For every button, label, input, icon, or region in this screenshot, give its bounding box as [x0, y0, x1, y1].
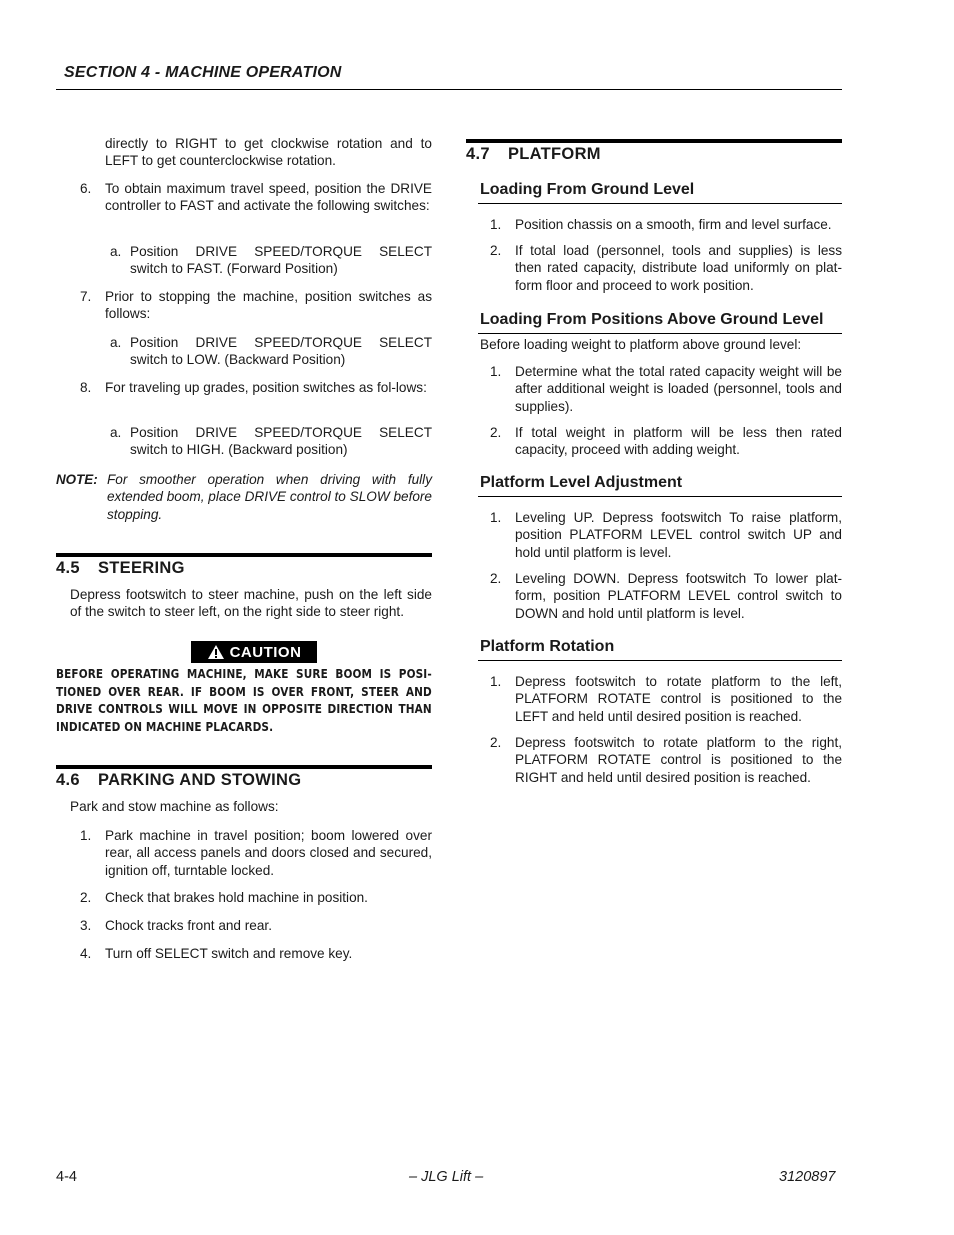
section-title: PARKING AND STOWING	[98, 771, 302, 789]
list-number: 1.	[490, 217, 502, 232]
section-heading-platform	[466, 145, 601, 164]
footer-doc-number: 3120897	[779, 1169, 836, 1185]
section-heading-parking	[56, 771, 301, 790]
subheading-ground-level: Loading From Ground Level	[480, 181, 695, 198]
list-number: 1.	[490, 364, 502, 379]
list-number: 2.	[490, 425, 502, 440]
list-item-8	[80, 379, 432, 396]
list-item	[490, 216, 842, 233]
list-number: 2.	[490, 735, 502, 750]
note-label: NOTE:	[56, 472, 98, 487]
list-text: Position DRIVE SPEED/TORQUE SELECT switch to FAST. (Forward Position)	[130, 244, 432, 277]
list-item	[490, 509, 842, 561]
footer-brand: – JLG Lift –	[409, 1169, 484, 1185]
list-text: Position DRIVE SPEED/TORQUE SELECT switch to HIGH. (Backward position)	[130, 425, 432, 458]
continued-paragraph: directly to RIGHT to get clockwise rotation and to LEFT to get counterclockwise rotation.	[105, 136, 432, 169]
section-number: 4.6	[56, 771, 80, 789]
subheading-rule	[478, 496, 842, 497]
list-item	[490, 673, 842, 725]
list-number: 2.	[490, 243, 502, 258]
subheading-rotation: Platform Rotation	[480, 638, 615, 655]
list-text: For traveling up grades, position switches as fol-lows:	[105, 380, 427, 395]
list-text: Determine what the total rated capacity weight will be after additional weight is loaded (personnel, tools and supplies).	[515, 364, 842, 414]
subheading-level-adjustment: Platform Level Adjustment	[480, 474, 683, 491]
section-number: 4.5	[56, 559, 80, 577]
list-number: 6.	[80, 181, 92, 196]
list-text: Depress footswitch to rotate platform to the left, PLATFORM ROTATE control is positioned to the LEFT and held until desired position is reached.	[515, 674, 842, 724]
sub-item-6a	[110, 243, 432, 278]
warning-triangle-icon	[207, 644, 225, 660]
list-number: 4.	[80, 946, 92, 961]
list-text: Park machine in travel position; boom lowered over rear, all access panels and doors closed and secured, ignition off, turntable locked.	[105, 828, 432, 878]
list-text: To obtain maximum travel speed, position the DRIVE controller to FAST and activate the following switches:	[105, 181, 432, 214]
subheading-rule	[478, 660, 842, 661]
list-item	[490, 242, 842, 294]
list-item	[490, 363, 842, 415]
list-letter: a.	[110, 335, 122, 350]
list-item-7	[80, 288, 432, 323]
list-item	[490, 734, 842, 786]
footer-page-number: 4-4	[56, 1169, 77, 1185]
caution-text: BEFORE OPERATING MACHINE, MAKE SURE BOOM IS POSI-TIONED OVER REAR. IF BOOM IS OVER FRONT, STEER AND DRIVE CONTROLS WILL MOVE IN OPPOSITE DIRECTION THAN INDICATED ON MACHINE PLACARDS.	[56, 667, 432, 734]
list-item	[490, 570, 842, 622]
list-number: 8.	[80, 380, 92, 395]
list-text: Leveling DOWN. Depress footswitch To lower plat-form, position PLATFORM LEVEL control switch to DOWN and hold until platform is level.	[515, 571, 842, 621]
section-title: STEERING	[98, 559, 185, 577]
list-text: Chock tracks front and rear.	[105, 918, 272, 933]
list-item	[80, 827, 432, 879]
list-text: If total weight in platform will be less then rated capacity, proceed with adding weight.	[515, 425, 842, 458]
list-item	[80, 917, 432, 934]
sub-item-8a	[110, 424, 432, 459]
list-text: Depress footswitch to rotate platform to the right, PLATFORM ROTATE control is positioned to the RIGHT and held until desired position is reached.	[515, 735, 842, 785]
subheading-above-ground: Loading From Positions Above Ground Level	[480, 311, 824, 328]
sub-item-7a	[110, 334, 432, 369]
caution-label-box	[191, 641, 317, 663]
subheading-rule	[478, 333, 842, 334]
list-number: 2.	[80, 890, 92, 905]
list-text: Position DRIVE SPEED/TORQUE SELECT switch to LOW. (Backward Position)	[130, 335, 432, 368]
list-number: 1.	[490, 510, 502, 525]
list-number: 1.	[80, 828, 92, 843]
list-item	[490, 424, 842, 459]
list-text: If total load (personnel, tools and supplies) is less then rated capacity, distribute load uniformly on plat-form floor and proceed to work position.	[515, 243, 842, 293]
list-item-6	[80, 180, 432, 215]
section-bar	[466, 139, 842, 143]
note-text: For smoother operation when driving with fully extended boom, place DRIVE control to SLOW before stopping.	[107, 472, 432, 522]
section-bar	[56, 765, 432, 769]
list-text: Position chassis on a smooth, firm and level surface.	[515, 217, 832, 232]
list-text: Leveling UP. Depress footswitch To raise platform, position PLATFORM LEVEL control switch UP and hold until platform is level.	[515, 510, 842, 560]
list-text: Prior to stopping the machine, position switches as follows:	[105, 289, 432, 322]
list-text: Check that brakes hold machine in position.	[105, 890, 368, 905]
section-header-title: SECTION 4 - MACHINE OPERATION	[64, 64, 342, 81]
subheading-rule	[478, 203, 842, 204]
caution-label: CAUTION	[229, 643, 302, 661]
section-bar	[56, 553, 432, 557]
list-item	[80, 945, 432, 962]
list-letter: a.	[110, 425, 122, 440]
parking-intro: Park and stow machine as follows:	[70, 799, 279, 814]
section-number: 4.7	[466, 145, 490, 163]
list-text: Turn off SELECT switch and remove key.	[105, 946, 353, 961]
section-heading-steering	[56, 559, 185, 578]
above-ground-intro: Before loading weight to platform above ground level:	[480, 337, 802, 352]
list-number: 7.	[80, 289, 92, 304]
list-number: 3.	[80, 918, 92, 933]
note-block	[56, 471, 432, 523]
list-item	[80, 889, 432, 906]
steering-paragraph: Depress footswitch to steer machine, push on the left side of the switch to steer left, on the right side to steer right.	[70, 587, 432, 620]
section-title: PLATFORM	[508, 145, 601, 163]
list-letter: a.	[110, 244, 122, 259]
header-rule	[56, 89, 842, 90]
list-number: 2.	[490, 571, 502, 586]
list-number: 1.	[490, 674, 502, 689]
